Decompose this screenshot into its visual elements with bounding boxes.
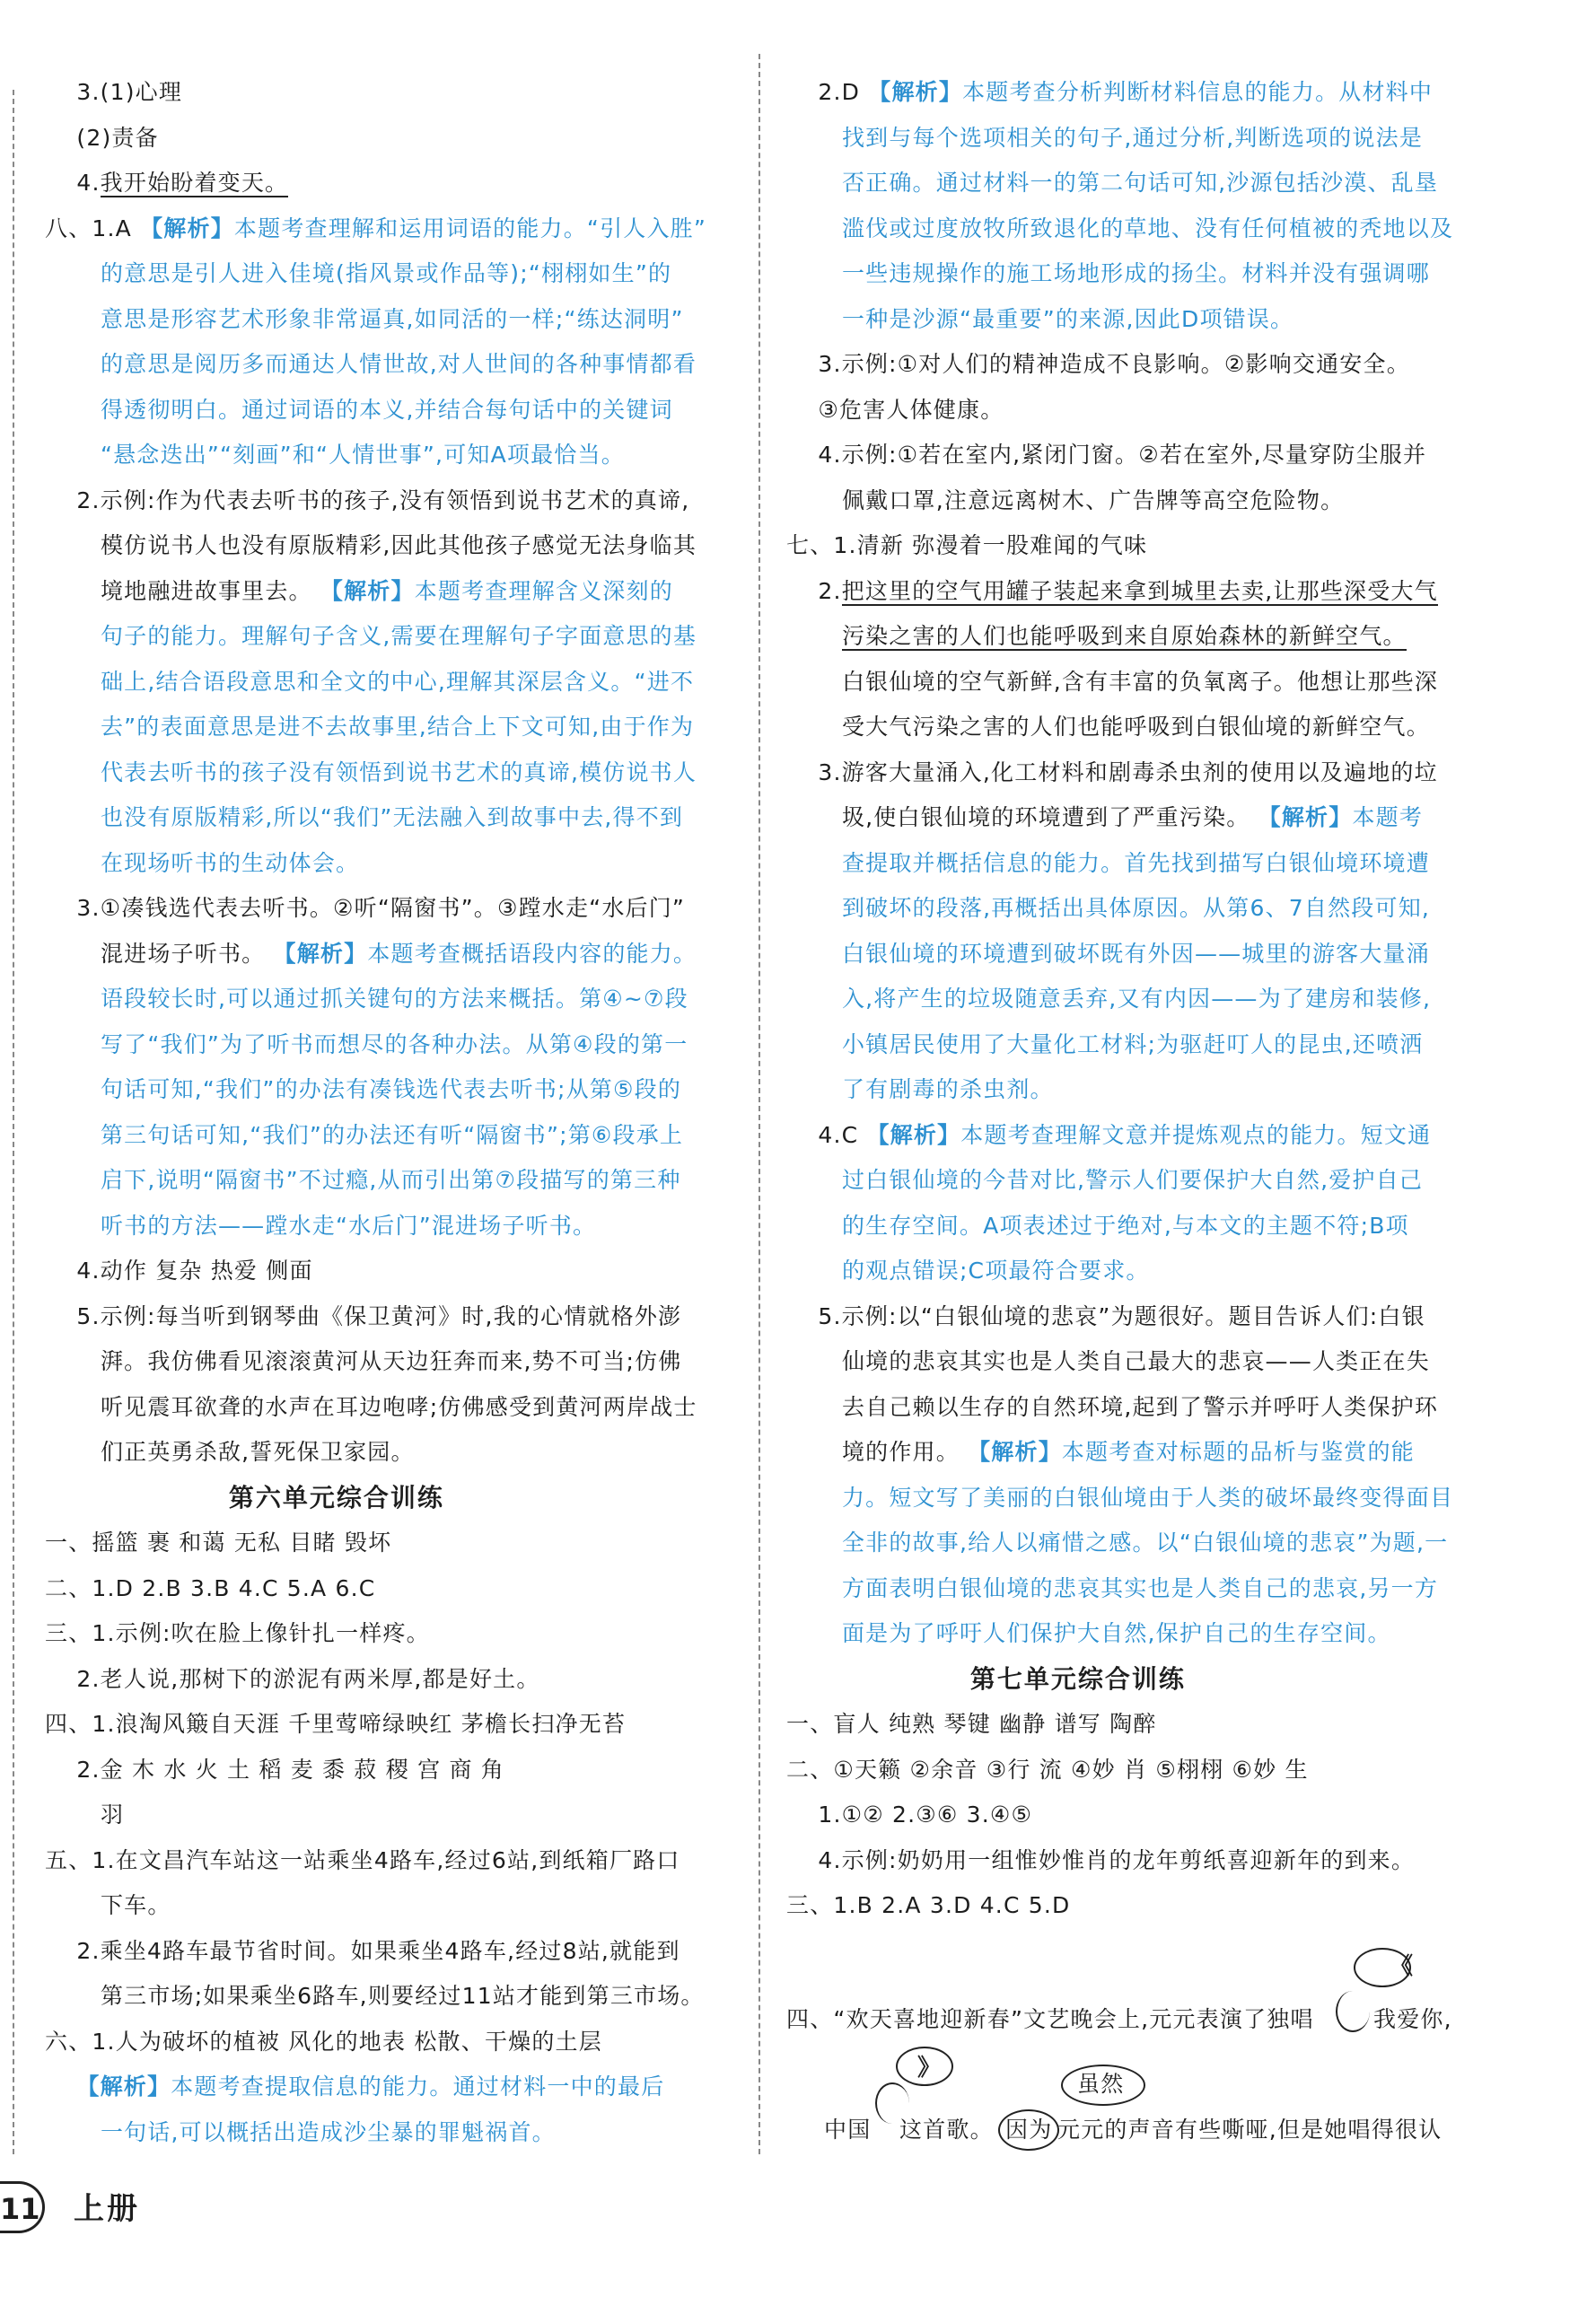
text-segment: 语段较长时,可以通过抓关键句的方法来概括。第④~⑦段 (100, 986, 688, 1012)
text-segment: 句话可知,“我们”的办法有凑钱选代表去听书;从第⑤段的 (100, 1076, 682, 1102)
text-segment: 三、1.示例:吹在脸上像针扎一样疼。 (45, 1620, 430, 1646)
text-segment: 去自己赖以生存的自然环境,起到了警示并呼吁人类保护环 (841, 1393, 1439, 1420)
answer-line (786, 711, 1430, 743)
text-segment: 一、盲人 纯熟 琴键 幽静 谱写 陶醉 (786, 1711, 1157, 1737)
answer-line (45, 258, 671, 290)
text-segment: 句子的能力。理解句子含义,需要在理解句子字面意思的基 (100, 623, 697, 649)
text-segment: 本题考查理解含义深刻的 (414, 577, 673, 604)
answer-line (786, 1618, 1391, 1650)
answer-line (786, 1799, 1032, 1831)
answer-line (45, 1119, 683, 1152)
analysis-tag: 【解析】 (76, 2073, 171, 2100)
answer-line (786, 757, 1438, 789)
analysis-tag: 【解析】 (866, 1121, 961, 1148)
answer-line (45, 711, 694, 743)
answer-line (45, 1935, 680, 1968)
sec4-line1: 四、“欢天喜地迎新春”文艺晚会上,元元表演了独唱 (786, 2006, 1314, 2032)
text-segment: 七、1.清新 弥漫着一股难闻的气味 (786, 532, 1148, 558)
answer-line (45, 1029, 688, 1061)
answer-line (45, 892, 685, 925)
answer-line (45, 1799, 124, 1831)
text-segment: 2.乘坐4路车最节省时间。如果乘坐4路车,经过8站,就能到 (76, 1937, 680, 1964)
text-segment: 找到与每个选项相关的句子,通过分析,判断选项的说法是 (841, 124, 1424, 151)
text-segment: 听见震耳欲聋的水声在耳边咆哮;仿佛感受到黄河两岸战士 (100, 1393, 697, 1420)
answer-line (45, 122, 159, 154)
answer-line (786, 1255, 1150, 1287)
answer-line (786, 1391, 1438, 1424)
analysis-tag: 【解析】 (868, 79, 963, 105)
text-segment: 也没有原版精彩,所以“我们”无法融入到故事中去,得不到 (100, 804, 684, 830)
text-segment: 一种是沙源“最重要”的来源,因此D项错误。 (841, 305, 1294, 332)
text-segment: 本题考查理解文意并提炼观点的能力。短文通 (960, 1121, 1432, 1148)
text-segment: 一、摇篮 裹 和蔼 无私 目睹 毁坏 (45, 1530, 392, 1556)
text-segment: 六、1.人为破坏的植被 风化的地表 松散、干燥的土层 (45, 2028, 602, 2055)
answer-line (786, 1029, 1424, 1061)
text-segment: 一些违规操作的施工场地形成的扬尘。材料并没有强调哪 (841, 260, 1430, 286)
text-segment: 去”的表面意思是进不去故事里,结合上下文可知,由于作为 (100, 714, 695, 740)
answer-line (45, 1391, 697, 1424)
answer-line (45, 666, 694, 698)
text-segment: 入,将产生的垃圾随意丢弃,又有内因——为了建房和装修, (841, 986, 1432, 1012)
text-segment: 否正确。通过材料一的第二句话可知,沙源包括沙漠、乱垦 (841, 170, 1439, 196)
text-segment: 模仿说书人也没有原版精彩,因此其他孩子感觉无法身临其 (100, 532, 697, 558)
text-segment: 的观点错误;C项最符合要求。 (841, 1258, 1150, 1284)
answer-line (45, 213, 706, 245)
text-segment: 第七单元综合训练 (969, 1663, 1186, 1694)
text-segment: 境地融进故事里去。 (100, 577, 320, 604)
close-title-mark: 》 (917, 2055, 942, 2082)
text-segment: 3.①凑钱选代表去听书。②听“隔窗书”。③蹚水走“水后门” (76, 895, 686, 921)
answer-line (786, 530, 1147, 562)
text-segment: 2.老人说,那树下的淤泥有两米厚,都是好土。 (76, 1665, 540, 1692)
column-divider (759, 54, 760, 2154)
answer-line (45, 1346, 682, 1378)
answer-line (45, 1573, 375, 1605)
text-segment: 三、1.B 2.A 3.D 4.C 5.D (786, 1892, 1071, 1918)
text-segment: “悬念迭出”“刻画”和“人情世事”,可知A项最恰当。 (100, 442, 625, 468)
text-segment: 圾,使白银仙境的环境遭到了严重污染。 (841, 804, 1258, 830)
text-segment: 本题考查分析判断材料信息的能力。从材料中 (962, 79, 1434, 105)
answer-line (786, 1074, 1054, 1106)
text-segment: 八、1.A (45, 215, 141, 241)
answer-line (786, 485, 1344, 517)
answer-line (45, 757, 697, 789)
book-part-label: 上册 (74, 2191, 140, 2227)
text-segment: 过白银仙境的今昔对比,警示人们要保护大自然,爱护自己 (841, 1167, 1424, 1193)
text-segment: 到破坏的段落,再概括出具体原因。从第6、7自然段可知, (841, 895, 1431, 921)
answer-line (786, 303, 1293, 336)
answer-line (45, 983, 688, 1015)
answer-line (45, 1210, 596, 1242)
answer-line (45, 167, 288, 199)
text-segment: 在现场听书的生动体会。 (100, 849, 360, 876)
text-segment: 们正英勇杀敌,誓死保卫家园。 (100, 1439, 415, 1465)
page-number-badge: 11 (0, 2181, 45, 2233)
answer-line (786, 1436, 1415, 1469)
answer-line (786, 1754, 1309, 1786)
text-segment: 本题考 (1352, 804, 1424, 830)
answer-line (786, 1482, 1453, 1514)
answer-line (786, 847, 1430, 880)
answer-line (786, 1346, 1430, 1378)
text-segment: 4.示例:奶奶用一组惟妙惟肖的龙年剪纸喜迎新年的到来。 (818, 1846, 1416, 1873)
sec4-line2b: 这首歌。 (899, 2117, 994, 2143)
text-segment: 面是为了呼吁人们保护大自然,保护自己的生存空间。 (841, 1620, 1391, 1646)
answer-line (45, 620, 697, 653)
text-segment: 下车。 (100, 1892, 171, 1918)
answer-line (45, 1255, 313, 1287)
answer-line (786, 892, 1430, 925)
sec4-line1b: 我爱你, (1373, 2006, 1452, 2032)
answer-line (45, 1708, 626, 1740)
analysis-tag: 【解析】 (140, 215, 234, 241)
text-segment: 五、1.在文昌汽车站这一站乘坐4路车,经过6站,到纸箱厂路口 (45, 1846, 680, 1873)
word-suiran: 虽然 (1077, 2071, 1125, 2097)
answer-line (45, 303, 684, 336)
text-segment: 第六单元综合训练 (228, 1482, 444, 1512)
answer-line (786, 1573, 1438, 1605)
word-yinwei: 因为 (1005, 2117, 1053, 2143)
answer-line (786, 1119, 1431, 1152)
text-segment: 本题考查理解和运用词语的能力。“引人入胜” (233, 215, 707, 241)
answer-line (786, 1301, 1425, 1333)
answer-line (786, 258, 1430, 290)
answer-line (786, 1845, 1415, 1877)
text-segment: 力。短文写了美丽的白银仙境由于人类的破坏最终变得面目 (841, 1484, 1454, 1511)
text-segment: ③危害人体健康。 (818, 396, 1004, 423)
text-segment: 了有剧毒的杀虫剂。 (841, 1076, 1054, 1102)
text-segment: 4.C (818, 1121, 867, 1148)
answer-line (45, 76, 182, 109)
analysis-tag: 【解析】 (1258, 804, 1353, 830)
sec4-line2c: 元元的声音有些嘶哑,但是她唱得很认 (1057, 2117, 1443, 2143)
answer-line (45, 802, 683, 834)
text-segment: 3.(1)心理 (76, 79, 183, 105)
text-segment: 的意思是阅历多而通达人情世故,对人世间的各种事情都看 (100, 351, 697, 377)
text-segment: 4.动作 复杂 热爱 侧面 (76, 1258, 313, 1284)
text-segment: 听书的方法——蹚水走“水后门”混进场子听书。 (100, 1212, 597, 1239)
answer-line (786, 1210, 1409, 1242)
answer-line (786, 167, 1438, 199)
answer-line (786, 439, 1426, 471)
text-segment: 全非的故事,给人以痛惜之感。以“白银仙境的悲哀”为题,一 (841, 1530, 1449, 1556)
answer-line (786, 666, 1438, 698)
text-segment: 的生存空间。A项表述过于绝对,与本文的主题不符;B项 (841, 1212, 1409, 1239)
answer-line (45, 2117, 556, 2149)
answer-line (45, 530, 697, 562)
answer-line (786, 1889, 1070, 1922)
answer-line (786, 575, 1438, 608)
text-segment: 3.示例:①对人们的精神造成不良影响。②影响交通安全。 (818, 351, 1410, 377)
answer-line (786, 1164, 1423, 1197)
answer-line (786, 802, 1423, 834)
text-segment: 一句话,可以概括出造成沙尘暴的罪魁祸首。 (100, 2118, 556, 2145)
text-segment: 白银仙境的空气新鲜,含有丰富的负氧离子。他想让那些深 (841, 668, 1439, 695)
text-segment: 意思是形容艺术形象非常逼真,如同活的一样;“练达洞明” (100, 305, 684, 332)
answer-line (45, 1845, 680, 1877)
answer-line (786, 122, 1423, 154)
answer-line (786, 983, 1431, 1015)
text-segment: 污染之害的人们也能呼吸到来自原始森林的新鲜空气。 (841, 623, 1407, 649)
answer-line (786, 938, 1430, 970)
open-title-mark: 《 (1390, 1953, 1414, 1980)
text-segment: 四、1.浪淘风簸自天涯 千里莺啼绿映红 茅檐长扫净无苔 (45, 1711, 627, 1737)
text-segment: 境的作用。 (841, 1439, 969, 1465)
text-segment: 础上,结合语段意思和全文的中心,理解其深层含义。“进不 (100, 668, 695, 695)
text-segment: 的意思是引人进入佳境(指风景或作品等);“栩栩如生”的 (100, 260, 672, 286)
answer-line (786, 1527, 1448, 1559)
text-segment: 羽 (100, 1802, 125, 1828)
text-segment: 方面表明白银仙境的悲哀其实也是人类自己的悲哀,另一方 (841, 1574, 1439, 1601)
answer-line (786, 76, 1433, 109)
answer-line (45, 938, 697, 970)
text-segment: 把这里的空气用罐子装起来拿到城里去卖,让那些深受大气 (841, 577, 1438, 604)
answer-line (45, 348, 697, 381)
text-segment: 二、①天籁 ②余音 ③行 流 ④妙 肖 ⑤栩栩 ⑥妙 生 (786, 1756, 1309, 1783)
answer-line (45, 1754, 504, 1786)
text-segment: 得透彻明白。通过词语的本义,并结合每句话中的关键词 (100, 396, 673, 423)
text-segment: 3.游客大量涌入,化工材料和剧毒杀虫剂的使用以及遍地的垃 (818, 758, 1438, 785)
text-segment: 本题考查提取信息的能力。通过材料一中的最后 (171, 2073, 665, 2100)
analysis-tag: 【解析】 (968, 1439, 1062, 1465)
text-segment: 我开始盼着变天。 (100, 170, 289, 196)
answer-line (45, 1618, 430, 1650)
text-segment: 本题考查概括语段内容的能力。 (367, 940, 697, 967)
answer-line (786, 620, 1407, 653)
answer-line (45, 1889, 171, 1922)
text-segment: 2.示例:作为代表去听书的孩子,没有领悟到说书艺术的真谛, (76, 487, 690, 513)
answer-line (786, 213, 1453, 245)
left-margin-dashed-rule (13, 90, 14, 2154)
text-segment: 混进场子听书。 (100, 940, 274, 967)
answer-line (786, 394, 1004, 426)
answer-line (45, 1301, 681, 1333)
answer-line (45, 2026, 602, 2058)
text-segment: 滥伐或过度放牧所致退化的草地、没有任何植被的秃地以及 (841, 215, 1454, 241)
text-segment: 2.D (818, 79, 869, 105)
answer-line (45, 394, 673, 426)
analysis-tag: 【解析】 (320, 577, 415, 604)
text-segment: 2. (818, 577, 842, 604)
text-segment: 写了“我们”为了听书而想尽的各种办法。从第④段的第一 (100, 1030, 688, 1057)
text-segment: 佩戴口罩,注意远离树木、广告牌等高空危险物。 (841, 487, 1345, 513)
answer-line (45, 1436, 415, 1469)
text-segment: 启下,说明“隔窗书”不过瘾,从而引出第⑦段描写的第三种 (100, 1167, 681, 1193)
text-segment: 4.示例:①若在室内,紧闭门窗。②若在室外,尽量穿防尘服并 (818, 442, 1427, 468)
text-segment: 二、1.D 2.B 3.B 4.C 5.A 6.C (45, 1574, 376, 1601)
sec4-line2a: 中国 (824, 2117, 872, 2143)
text-segment: 1.①② 2.③⑥ 3.④⑤ (818, 1802, 1033, 1828)
text-segment: 本题考查对标题的品析与鉴赏的能 (1061, 1439, 1415, 1465)
answer-line (45, 1164, 681, 1197)
text-segment: 仙境的悲哀其实也是人类自己最大的悲哀——人类正在失 (841, 1348, 1430, 1374)
answer-line (45, 847, 359, 880)
text-segment: (2)责备 (76, 124, 159, 151)
text-segment: 5.示例:以“白银仙境的悲哀”为题很好。题目告诉人们:白银 (818, 1302, 1425, 1329)
text-segment: 4. (76, 170, 101, 196)
text-segment: 第三市场;如果乘坐6路车,则要经过11站才能到第三市场。 (100, 1983, 705, 2009)
answer-line (45, 439, 625, 471)
analysis-tag: 【解析】 (273, 940, 368, 967)
text-segment: 受大气污染之害的人们也能呼吸到白银仙境的新鲜空气。 (841, 714, 1430, 740)
text-segment: 5.示例:每当听到钢琴曲《保卫黄河》时,我的心情就格外澎 (76, 1302, 682, 1329)
answer-line (786, 1708, 1157, 1740)
text-segment: 代表去听书的孩子没有领悟到说书艺术的真谛,模仿说书人 (100, 758, 697, 785)
answer-line (786, 348, 1410, 381)
text-segment: 2.金 木 水 火 土 稻 麦 黍 菽 稷 宫 商 角 (76, 1756, 505, 1783)
section-title (786, 1663, 1186, 1696)
text-segment: 白银仙境的环境遭到破坏既有外因——城里的游客大量涌 (841, 940, 1430, 967)
answer-line (45, 1527, 391, 1559)
text-segment: 湃。我仿佛看见滚滚黄河从天边狂奔而来,势不可当;仿佛 (100, 1348, 682, 1374)
answer-line (45, 1074, 681, 1106)
text-segment: 第三句话可知,“我们”的办法还有听“隔窗书”;第⑥段承上 (100, 1121, 684, 1148)
insert-mark-open (1336, 1991, 1370, 2032)
answer-line (45, 1663, 540, 1696)
answer-line (45, 1980, 705, 2012)
text-segment: 查提取并概括信息的能力。首先找到描写白银仙境环境遭 (841, 849, 1430, 876)
answer-line (45, 575, 673, 608)
section-title (45, 1482, 444, 1514)
text-segment: 小镇居民使用了大量化工材料;为驱赶叮人的昆虫,还喷洒 (841, 1030, 1424, 1057)
answer-line (45, 485, 689, 517)
answer-line (45, 2071, 664, 2103)
